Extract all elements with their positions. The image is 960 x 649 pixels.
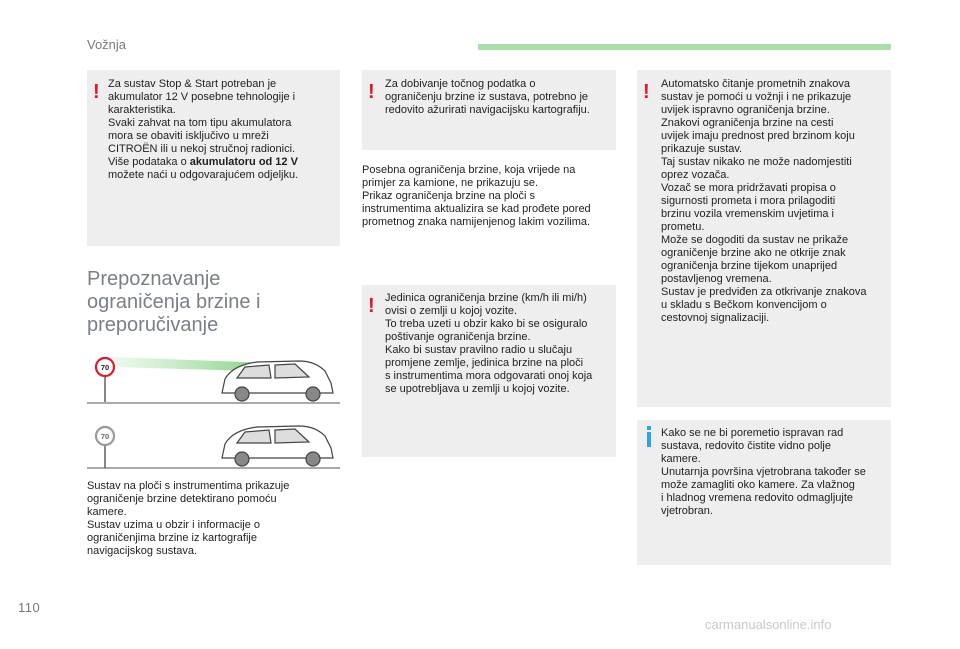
text-line: kamere.	[661, 453, 701, 465]
speed-sign-recommendation-illustration	[87, 412, 342, 472]
title-line: Prepoznavanje	[87, 268, 221, 290]
text-line: i hladnog vremena redovito odmagljujte	[661, 492, 854, 504]
warning-icon: !	[93, 81, 100, 103]
text-line: cestovnoj signalizaciji.	[661, 312, 770, 324]
text-line: To treba uzeti u obzir kako bi se osiguralo	[385, 318, 588, 330]
section-title	[87, 268, 260, 337]
info-icon	[647, 432, 651, 447]
text-line: uvijek imaju prednost pred brzinom koju	[661, 130, 855, 142]
text-line: akumulator 12 V posebne tehnologije i	[108, 91, 296, 103]
body-text-system	[87, 480, 337, 558]
text-line: karakteristika.	[108, 104, 176, 116]
section-header: Vožnja	[87, 37, 127, 52]
text-line: Prikaz ograničenja brzine na ploči s	[362, 190, 536, 202]
text-line: Sustav na ploči s instrumentima prikazuje	[87, 480, 290, 492]
text-line: poštivanje ograničenja brzine.	[385, 331, 531, 343]
warning-text-navigation	[385, 78, 613, 117]
header-accent-bar	[478, 44, 891, 50]
warning-icon: !	[368, 295, 375, 317]
text-line: se upotrebljava u zemlji u kojoj vozite.	[385, 383, 570, 395]
text-line: sigurnosti prometa i mora prilagoditi	[661, 195, 836, 207]
text-line: Posebna ograničenja brzine, koja vrijede na	[362, 164, 576, 176]
text-line: Jedinica ograničenja brzine (km/h ili mi/h)	[385, 292, 587, 304]
text-line: Više podataka o akumulatoru od 12 V	[108, 156, 298, 168]
text-line: Za dobivanje točnog podatka o	[385, 78, 536, 90]
warning-text-units	[385, 292, 613, 396]
page-number: 110	[18, 600, 41, 615]
text-line: navigacijskog sustava.	[87, 545, 198, 557]
text-line: kamere.	[87, 506, 127, 518]
text-line: prometu.	[661, 221, 705, 233]
warning-icon: !	[643, 81, 650, 103]
text-line: oprez vozača.	[661, 169, 730, 181]
text-line: sustav je pomoći u vožnji i ne prikazuje	[661, 91, 852, 103]
title-line: preporučivanje	[87, 314, 219, 336]
text-line: Vozač se mora pridržavati propisa o	[661, 182, 836, 194]
text-line: možete naći u odgovarajućem odjeljku.	[108, 169, 299, 181]
text-line: Sustav uzima u obzir i informacije o	[87, 519, 261, 531]
text-line: Taj sustav nikako ne može nadomjestiti	[661, 156, 852, 168]
car-icon	[222, 426, 333, 466]
text-line: ovisi o zemlji u kojoj vozite.	[385, 305, 518, 317]
text-line: sustava, redovito čistite vidno polje	[661, 440, 831, 452]
text-line: primjer za kamione, ne prikazuju se.	[362, 177, 539, 189]
text-line: CITROËN ili u nekoj stručnoj radionici.	[108, 143, 296, 155]
text-line: prikazuje sustav.	[661, 143, 743, 155]
text-line: Unutarnja površina vjetrobrana također se	[661, 466, 866, 478]
car-icon	[222, 361, 333, 401]
text-line: Za sustav Stop & Start potreban je	[108, 78, 277, 90]
title-line: ograničenja brzine i	[87, 291, 261, 313]
warning-text-sign-reading	[661, 78, 889, 325]
text-line: ograničenja brzine tijekom unaprijed	[661, 260, 838, 272]
speed-sign-detection-illustration	[87, 345, 342, 407]
warning-icon: !	[368, 81, 375, 103]
text-line: promjene zemlje, jedinica brzine na ploči	[385, 357, 584, 369]
text-line: Svaki zahvat na tom tipu akumulatora	[108, 117, 292, 129]
text-line: u skladu s Bečkom konvencijom o	[661, 299, 827, 311]
text-line: Može se dogoditi da sustav ne prikaže	[661, 234, 849, 246]
text-line: Znakovi ograničenja brzine na cesti	[661, 117, 834, 129]
text-line: ograničenju brzine iz sustava, potrebno je	[385, 91, 589, 103]
text-line: ograničenje brzine detektirano pomoću	[87, 493, 277, 505]
speed-sign-value: 70	[100, 363, 110, 372]
speed-sign-value: 70	[100, 432, 110, 441]
text-line: uvijek ispravno ograničenja brzine.	[661, 104, 830, 116]
text-line: instrumentima aktualizira se kad prođete pored	[362, 203, 591, 215]
warning-text-battery	[108, 78, 336, 182]
text-line: Kako bi sustav pravilno radio u slučaju	[385, 344, 573, 356]
text-line: ograničenjima brzine iz kartografije	[87, 532, 257, 544]
watermark: carmanualsonline.info	[705, 617, 832, 632]
text-line: Sustav je predviđen za otkrivanje znakova	[661, 286, 867, 298]
text-line: Kako se ne bi poremetio ispravan rad	[661, 427, 844, 439]
text-line: ograničenje brzine ako ne otkrije znak	[661, 247, 846, 259]
text-line: s instrumentima mora odgovarati onoj koja	[385, 370, 593, 382]
text-line: Automatsko čitanje prometnih znakova	[661, 78, 850, 90]
text-line: vjetrobran.	[661, 505, 713, 517]
text-line: prometnog znaka namijenjenog lakim vozilima.	[362, 216, 591, 228]
text-line: brzinu vozila vremenskim uvjetima i	[661, 208, 834, 220]
text-line: mora se obaviti isključivo u mreži	[108, 130, 269, 142]
info-text-camera	[661, 427, 889, 518]
text-line: postavljenog vremena.	[661, 273, 772, 285]
text-line: redovito ažurirati navigacijsku kartografiju.	[385, 104, 590, 116]
text-line: može zamagliti oko kamere. Za vlažnog	[661, 479, 855, 491]
body-text-special-limits	[362, 164, 616, 229]
